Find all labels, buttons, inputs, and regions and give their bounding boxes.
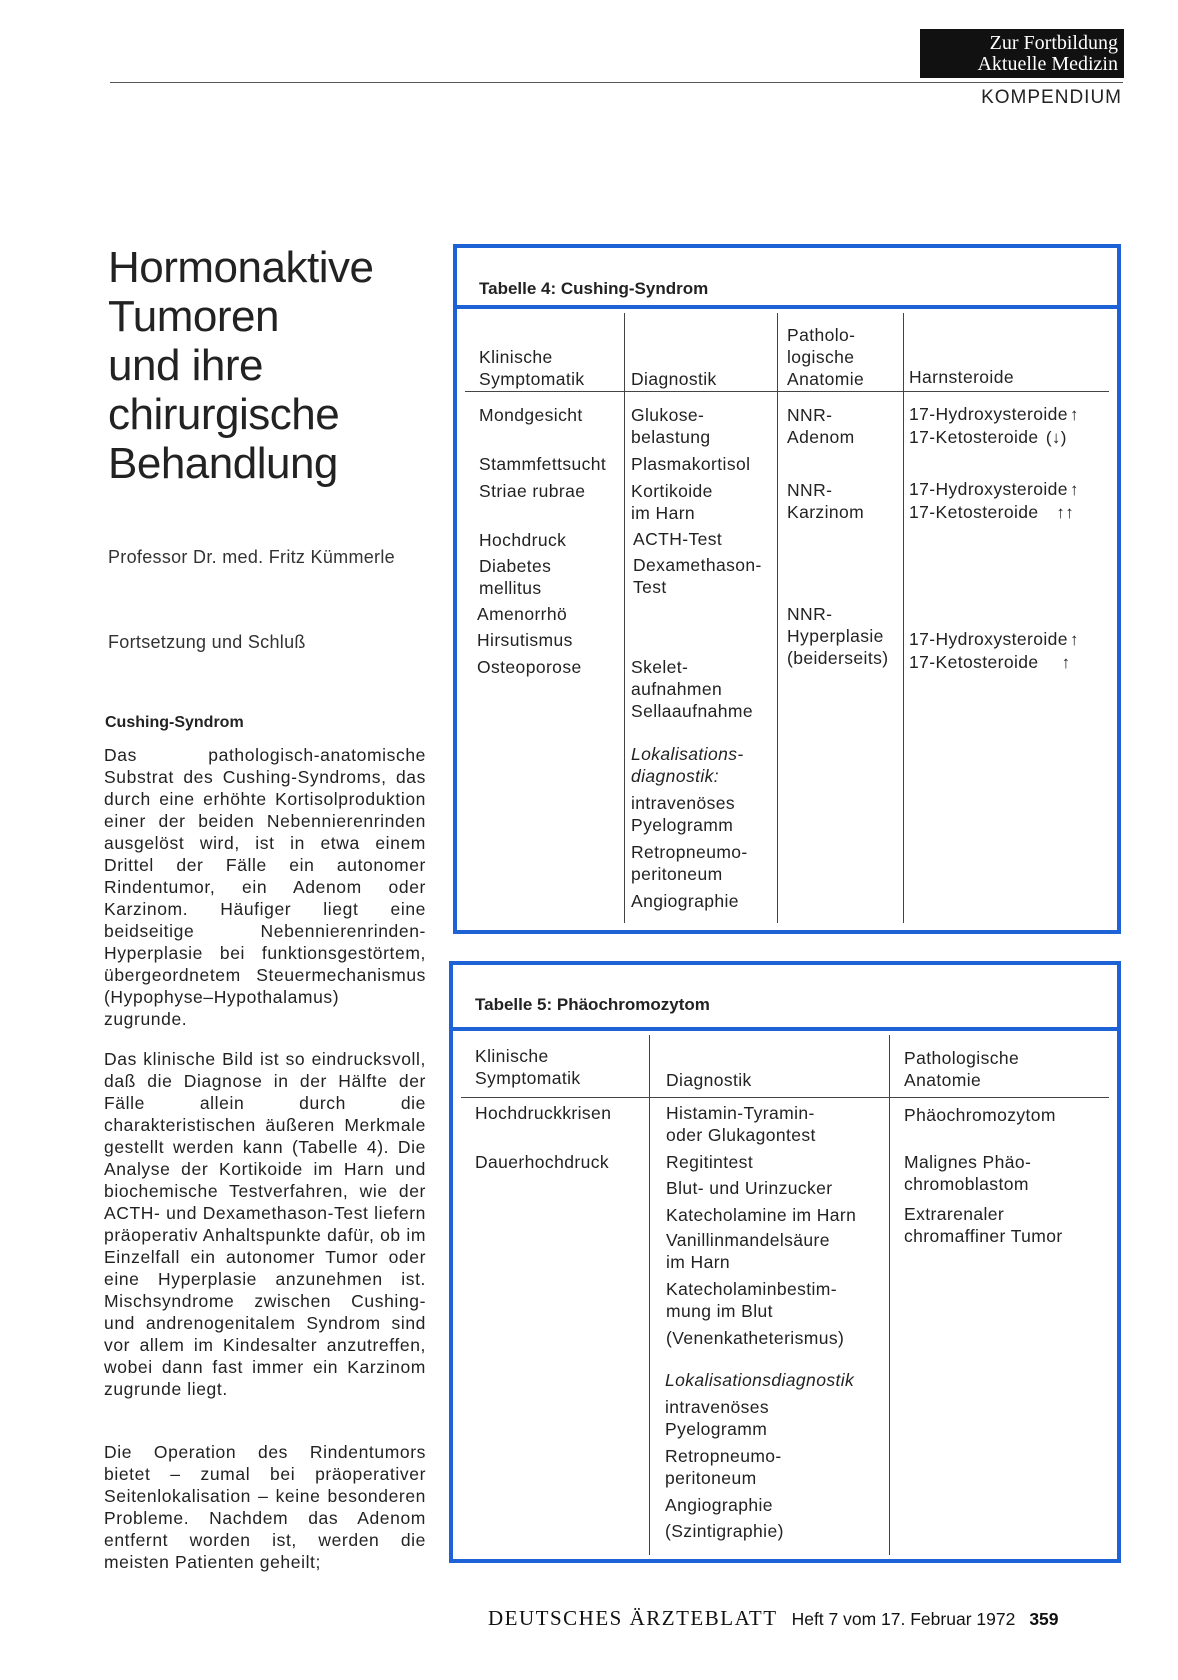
table-4-cell-symptom: Stammfettsucht xyxy=(479,454,607,474)
body-paragraph-1: Das pathologisch-anatomische Substrat des Cushing-Syndroms, das durch eine erhöhte Kortisolproduktion einer der beiden Nebennierenrinden ausgelöst wird, ist in etwa einem Drittel der Fälle ein autonomer Rindentumor, ein Adenom oder Karzinom. Häufiger liegt eine beidseitige Nebennierenrinden-Hyperplasie bei funktionsgestörtem, übergeordnetem Steuermechanismus (Hypophyse–Hypothalamus) zugrunde. xyxy=(104,745,426,1029)
table-4-col-rule xyxy=(624,313,625,923)
table-5-caption: Tabelle 5: Phäochromozytom xyxy=(475,995,710,1014)
table-5-cell-diagnostik: Vanillinmandelsäure im Harn xyxy=(666,1230,830,1272)
author-line: Professor Dr. med. Fritz Kümmerle xyxy=(108,547,395,567)
arrow-up-icon: ↑ xyxy=(1069,405,1079,424)
top-rule xyxy=(110,82,1123,83)
table-5-col-rule xyxy=(649,1035,650,1555)
table-5-cell-lokalisation: Lokalisationsdiagnostik xyxy=(665,1370,855,1390)
arrow-up-icon: ↑ xyxy=(1061,653,1071,672)
title-line: Tumoren xyxy=(108,292,279,341)
table-5-header-diagnostik: Diagnostik xyxy=(666,1070,752,1090)
table-5-header-rule xyxy=(461,1097,1109,1098)
section-badge xyxy=(920,29,1124,78)
section-label: KOMPENDIUM xyxy=(981,87,1122,108)
table-4-cell-symptom: Mondgesicht xyxy=(479,405,583,425)
table-5-cell-diagnostik: Angiographie xyxy=(665,1495,773,1515)
table-4-cell-anatomie: NNR- Karzinom xyxy=(787,480,865,522)
table-4-header-anatomie: Patholo- logische Anatomie xyxy=(787,325,865,389)
table-5-cell-diagnostik: Retropneumo- peritoneum xyxy=(665,1446,782,1488)
table-5-cell-diagnostik: Katecholamine im Harn xyxy=(666,1205,857,1225)
continuation-note: Fortsetzung und Schluß xyxy=(108,632,306,652)
table-4-cell-harnsteroide: 17-Hydroxysteroide ↑ 17-Ketosteroide (↓) xyxy=(909,404,1079,447)
table-4-cell-symptom: Striae rubrae xyxy=(479,481,586,501)
table-5 xyxy=(449,961,1121,1563)
badge-line-2: Aktuelle Medizin xyxy=(977,53,1118,75)
table-5-cell-anatomie: Malignes Phäo- chromoblastom xyxy=(904,1152,1032,1194)
double-arrow-up-icon: ↑↑ xyxy=(1056,503,1075,522)
table-4-cell-diagnostik: Kortikoide im Harn xyxy=(631,481,713,523)
table-4-cell-diagnostik: Skelet- aufnahmen Sellaaufnahme xyxy=(631,657,753,721)
table-4-cell-anatomie: NNR- Hyperplasie (beiderseits) xyxy=(787,604,889,668)
table-4-caption: Tabelle 4: Cushing-Syndrom xyxy=(479,279,709,298)
table-4-cell-symptom: Hochdruck xyxy=(479,530,567,550)
table-4-cell-diagnostik: Angiographie xyxy=(631,891,739,911)
table-4-col-rule xyxy=(777,313,778,923)
table-4-header-harnsteroide: Harnsteroide xyxy=(909,367,1014,387)
table-4-header-symptomatik: Klinische Symptomatik xyxy=(479,347,585,389)
table-5-cell-diagnostik: Regitintest xyxy=(666,1152,754,1172)
table-4-cell-anatomie: NNR- Adenom xyxy=(787,405,855,447)
table-5-cell-diagnostik: Blut- und Urinzucker xyxy=(666,1178,833,1198)
page-number: 359 xyxy=(1029,1609,1059,1629)
table-5-header-anatomie: Pathologische Anatomie xyxy=(904,1048,1020,1090)
table-4-cell-symptom: Diabetes mellitus xyxy=(479,556,552,598)
table-4-cell-symptom: Hirsutismus xyxy=(477,630,573,650)
table-4-cell-symptom: Amenorrhö xyxy=(477,604,568,624)
body-paragraph-3: Die Operation des Rindentumors bietet – zumal bei präoperativer Seitenlokalisation – keine besonderen Probleme. Nachdem das Adenom entfernt worden ist, werden die meisten Patienten geheilt; xyxy=(104,1442,426,1572)
table-4 xyxy=(453,244,1121,934)
table-5-cell-diagnostik: (Venenkatheterismus) xyxy=(666,1328,845,1348)
title-line: und ihre xyxy=(108,341,264,390)
table-5-cell-symptom: Dauerhochdruck xyxy=(475,1152,610,1172)
table-4-header-rule xyxy=(465,391,1109,392)
table-4-cell-diagnostik: Plasmakortisol xyxy=(631,454,751,474)
table-4-cell-diagnostik: ACTH-Test xyxy=(633,529,723,549)
table-4-cell-diagnostik: Dexamethason- Test xyxy=(633,555,762,597)
issue-info: Heft 7 vom 17. Februar 1972 xyxy=(791,1609,1016,1629)
title-line: chirurgische xyxy=(108,390,340,439)
section-heading: Cushing-Syndrom xyxy=(105,714,244,731)
table-4-cell-harnsteroide: 17-Hydroxysteroide ↑ 17-Ketosteroide ↑↑ xyxy=(909,479,1079,522)
title-line: Hormonaktive xyxy=(108,243,374,292)
table-4-cell-symptom: Osteoporose xyxy=(477,657,582,677)
table-4-cell-diagnostik: Retropneumo- peritoneum xyxy=(631,842,748,884)
table-4-header-diagnostik: Diagnostik xyxy=(631,369,717,389)
arrow-up-icon: ↑ xyxy=(1069,630,1079,649)
page-footer xyxy=(488,1606,1059,1631)
table-4-col-rule xyxy=(903,313,904,923)
article-title xyxy=(108,243,438,488)
body-paragraph-2: Das klinische Bild ist so eindrucksvoll, daß die Diagnose in der Hälfte der Fälle allein durch die charakteristischen äußeren Merkmale gestellt werden kann (Tabelle 4). Die Analyse der Kortikoide im Harn und biochemische Testverfahren, wie der ACTH- und Dexamethason-Test liefern präoperativ Anhaltspunkte dafür, ob im Einzelfall ein autonomer Tumor oder eine Hyperplasie anzunehmen ist. Mischsyndrome zwischen Cushing- und andrenogenitalem Syndrom sind vor allem im Kindesalter anzutreffen, wobei dann fast immer ein Karzinom zugrunde liegt. xyxy=(104,1049,426,1399)
table-4-cell-lokalisation: Lokalisations- diagnostik: xyxy=(631,744,744,786)
table-4-cell-diagnostik: Glukose- belastung xyxy=(631,405,711,447)
table-5-col-rule xyxy=(889,1035,890,1555)
badge-line-1: Zur Fortbildung xyxy=(989,32,1118,54)
table-4-cell-diagnostik: intravenöses Pyelogramm xyxy=(631,793,736,835)
table-4-cell-harnsteroide: 17-Hydroxysteroide ↑ 17-Ketosteroide ↑ xyxy=(909,629,1079,672)
table-5-cell-anatomie: Phäochromozytom xyxy=(904,1105,1056,1125)
table-5-cell-diagnostik: Katecholaminbestim- mung im Blut xyxy=(666,1279,838,1321)
arrow-down-icon: (↓) xyxy=(1045,428,1067,447)
table-5-header-symptomatik: Klinische Symptomatik xyxy=(475,1046,581,1088)
arrow-up-icon: ↑ xyxy=(1069,480,1079,499)
magazine-name: DEUTSCHES ÄRZTEBLATT xyxy=(488,1606,778,1630)
table-5-cell-diagnostik: (Szintigraphie) xyxy=(665,1521,784,1541)
table-5-cell-symptom: Hochdruckkrisen xyxy=(475,1103,612,1123)
table-5-cell-diagnostik: Histamin-Tyramin- oder Glukagontest xyxy=(666,1103,816,1145)
table-5-cell-diagnostik: intravenöses Pyelogramm xyxy=(665,1397,770,1439)
table-5-cell-anatomie: Extrarenaler chromaffiner Tumor xyxy=(904,1204,1063,1246)
title-line: Behandlung xyxy=(108,439,338,488)
